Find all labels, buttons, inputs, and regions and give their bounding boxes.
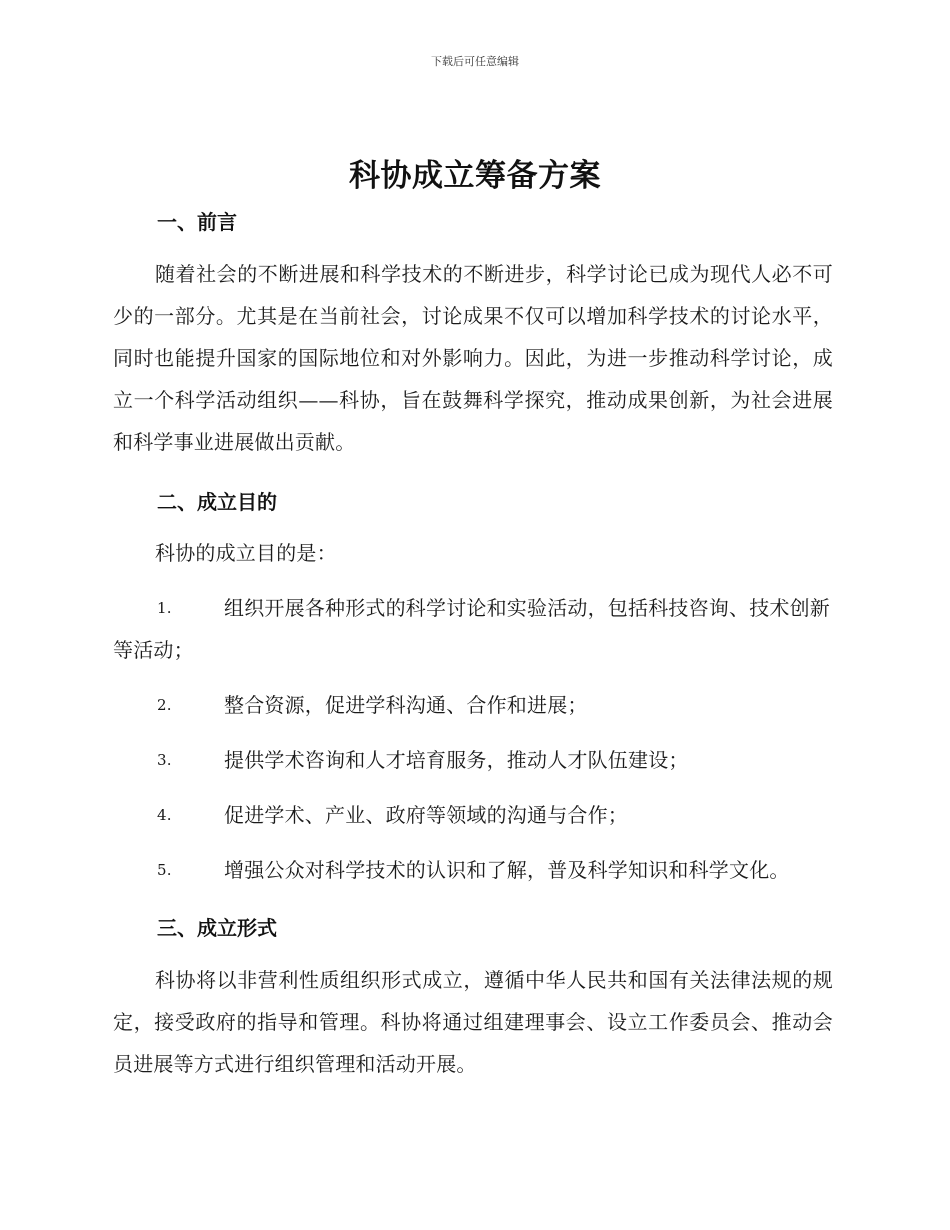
list-number: 1.: [157, 599, 172, 617]
list-item: [113, 794, 833, 836]
list-number: 5.: [157, 861, 172, 879]
section-heading-purpose: 二、成立目的: [157, 490, 277, 514]
list-number: 2.: [157, 696, 172, 714]
document-title: 科协成立筹备方案: [349, 158, 601, 194]
list-text: 促进学术、产业、政府等领域的沟通与合作；: [224, 803, 628, 827]
preface-paragraph: 随着社会的不断进展和科学技术的不断进步，科学讨论已成为现代人必不可少的一部分。尤其是在当前社会，讨论成果不仅可以增加科学技术的讨论水平，同时也能提升国家的国际地位和对外影响力。因此，为进一步推动科学讨论，成立一个科学活动组织——科协，旨在鼓舞科学探究，推动成果创新，为社会进展和科学事业进展做出贡献。: [113, 262, 833, 454]
list-text: 增强公众对科学技术的认识和了解，普及科学知识和科学文化。: [224, 858, 790, 882]
section-heading-form: 三、成立形式: [157, 916, 277, 940]
form-paragraph: 科协将以非营利性质组织形式成立，遵循中华人民共和国有关法律法规的规定，接受政府的指导和管理。科协将通过组建理事会、设立工作委员会、推动会员进展等方式进行组织管理和活动开展。: [113, 968, 833, 1076]
header-note: 下载后可任意编辑: [431, 55, 519, 68]
list-text: 组织开展各种形式的科学讨论和实验活动，包括科技咨询、技术创新等活动；: [113, 596, 830, 662]
list-item: [113, 587, 833, 671]
list-number: 4.: [157, 806, 172, 824]
list-text: 整合资源，促进学科沟通、合作和进展；: [224, 693, 588, 717]
list-number: 3.: [157, 751, 172, 769]
list-item: [113, 739, 833, 781]
list-item: [113, 849, 833, 891]
list-text: 提供学术咨询和人才培育服务，推动人才队伍建设；: [224, 748, 689, 772]
list-item: [113, 684, 833, 726]
section-heading-preface: 一、前言: [157, 210, 237, 234]
purpose-intro: 科协的成立目的是：: [155, 541, 337, 565]
